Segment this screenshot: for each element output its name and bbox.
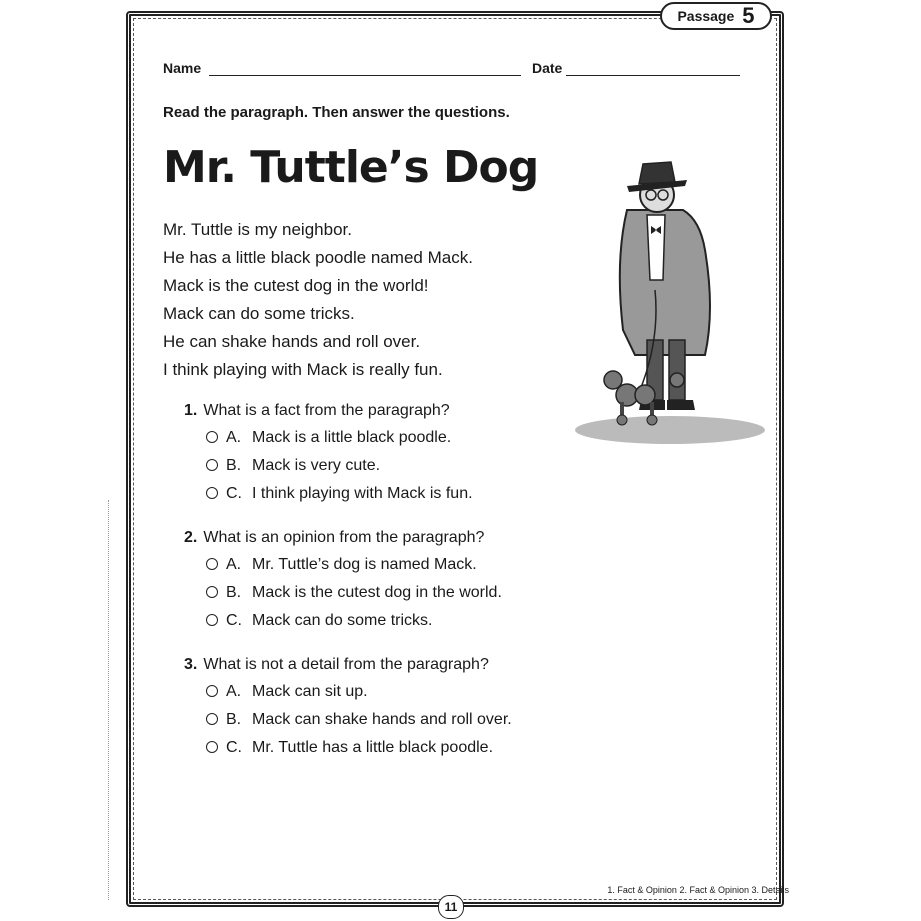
answer-option-c[interactable] [184,607,502,635]
option-letter: C. [226,485,242,502]
question-number: 3. [184,656,198,673]
option-text: Mack is very cute. [252,457,381,474]
radio-bubble[interactable] [206,685,218,697]
radio-bubble[interactable] [206,614,218,626]
date-field[interactable] [566,75,740,76]
question-stem [184,652,512,678]
option-text: Mack can shake hands and roll over. [252,711,512,728]
question-text: What is an opinion from the paragraph? [203,529,485,546]
answer-option-a[interactable] [184,551,502,579]
paragraph-line: Mr. Tuttle is my neighbor. [163,220,352,239]
answer-option-c[interactable] [184,734,512,762]
answer-option-b[interactable] [184,579,502,607]
radio-bubble[interactable] [206,586,218,598]
paragraph-line: Mack can do some tricks. [163,304,355,323]
radio-bubble[interactable] [206,558,218,570]
question-1 [184,398,473,508]
question-number: 2. [184,529,198,546]
option-letter: A. [226,429,242,446]
passage-paragraph [163,216,473,384]
option-letter: C. [226,739,242,756]
question-2 [184,525,502,635]
passage-label: Passage [677,8,735,24]
man-with-poodle-illustration [565,140,775,460]
paragraph-line: He has a little black poodle named Mack. [163,248,473,267]
option-text: Mack can do some tricks. [252,612,433,629]
answer-option-a[interactable] [184,678,512,706]
instructions: Read the paragraph. Then answer the questions. [163,104,510,121]
option-letter: A. [226,683,242,700]
option-letter: B. [226,584,242,601]
binding-edge [108,500,117,900]
option-text: Mack is a little black poodle. [252,429,452,446]
passage-number: 5 [742,3,755,28]
date-label: Date [532,60,563,76]
radio-bubble[interactable] [206,431,218,443]
question-text: What is not a detail from the paragraph? [203,656,489,673]
name-field[interactable] [209,75,521,76]
option-text: I think playing with Mack is fun. [252,485,473,502]
question-stem [184,398,473,424]
option-text: Mr. Tuttle has a little black poodle. [252,739,494,756]
option-letter: B. [226,457,242,474]
radio-bubble[interactable] [206,487,218,499]
passage-tab [660,2,772,30]
option-text: Mack can sit up. [252,683,368,700]
skills-footer: 1. Fact & Opinion 2. Fact & Opinion 3. Details [607,885,789,895]
radio-bubble[interactable] [206,741,218,753]
page-number: 11 [438,895,464,919]
name-label: Name [163,60,202,76]
option-letter: A. [226,556,242,573]
radio-bubble[interactable] [206,713,218,725]
question-text: What is a fact from the paragraph? [203,402,450,419]
answer-option-b[interactable] [184,452,473,480]
question-3 [184,652,512,762]
paragraph-line: He can shake hands and roll over. [163,332,421,351]
answer-option-b[interactable] [184,706,512,734]
question-stem [184,525,502,551]
radio-bubble[interactable] [206,459,218,471]
paragraph-line: Mack is the cutest dog in the world! [163,276,429,295]
answer-option-a[interactable] [184,424,473,452]
passage-title: Mr. Tuttle’s Dog [163,142,539,193]
option-text: Mack is the cutest dog in the world. [252,584,502,601]
question-number: 1. [184,402,198,419]
option-text: Mr. Tuttle’s dog is named Mack. [252,556,477,573]
paragraph-line: I think playing with Mack is really fun. [163,360,443,379]
answer-option-c[interactable] [184,480,473,508]
option-letter: C. [226,612,242,629]
option-letter: B. [226,711,242,728]
